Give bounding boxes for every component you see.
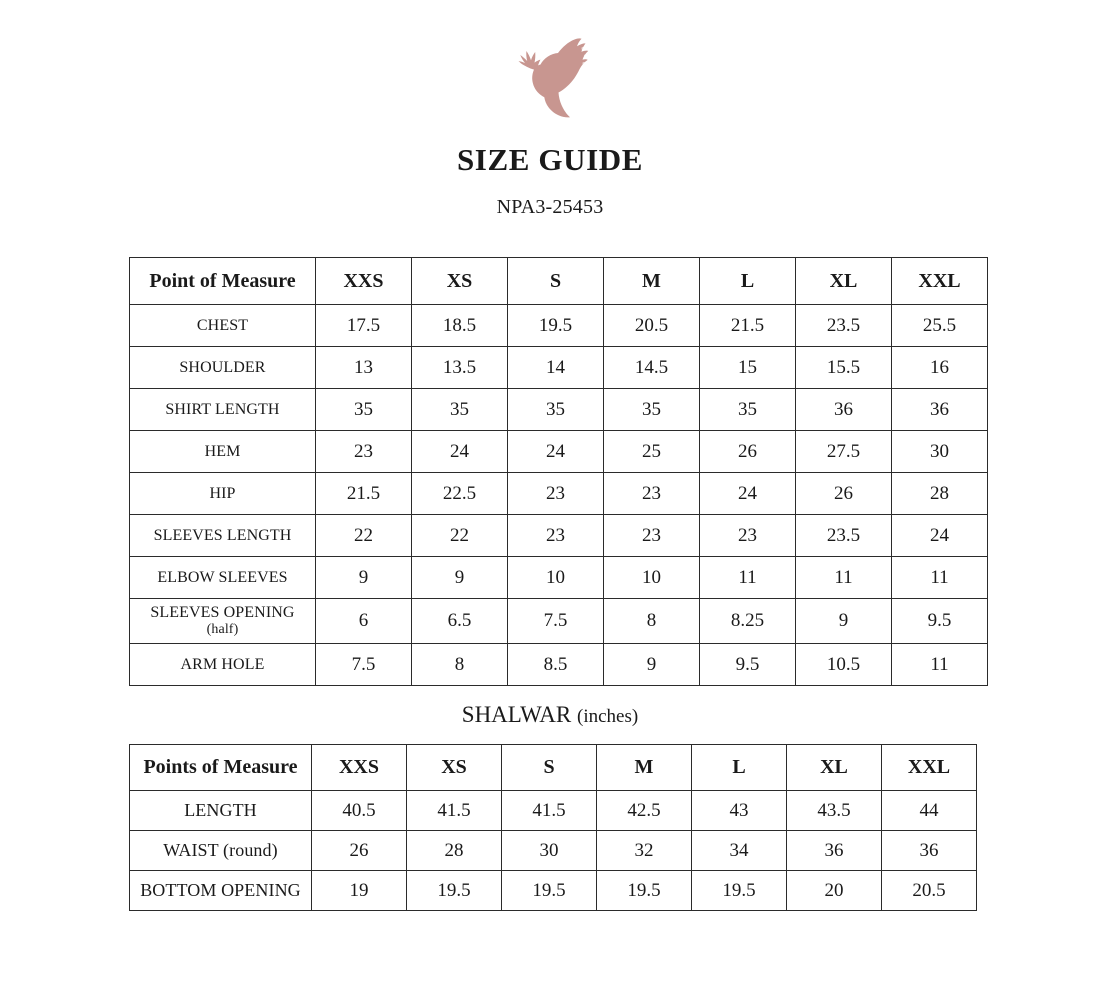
cell-value: 34 bbox=[692, 831, 787, 871]
column-header-point-of-measure: Point of Measure bbox=[130, 258, 316, 305]
table-row bbox=[130, 831, 977, 871]
cell-value: 15.5 bbox=[796, 347, 892, 389]
cell-value: 22 bbox=[316, 515, 412, 557]
cell-value: 13 bbox=[316, 347, 412, 389]
cell-value: 36 bbox=[882, 831, 977, 871]
row-label: HEM bbox=[130, 431, 316, 473]
row-label: SHIRT LENGTH bbox=[130, 389, 316, 431]
cell-value: 10 bbox=[508, 557, 604, 599]
cell-value: 21.5 bbox=[700, 305, 796, 347]
shalwar-size-table bbox=[129, 744, 977, 911]
row-label-sub: (half) bbox=[206, 622, 239, 638]
cell-value: 11 bbox=[892, 557, 988, 599]
cell-value: 9.5 bbox=[892, 599, 988, 644]
cell-value: 30 bbox=[502, 831, 597, 871]
cell-value: 11 bbox=[700, 557, 796, 599]
cell-value: 22 bbox=[412, 515, 508, 557]
cell-value: 36 bbox=[787, 831, 882, 871]
cell-value: 41.5 bbox=[502, 791, 597, 831]
cell-value: 9.5 bbox=[700, 644, 796, 686]
table-row bbox=[130, 557, 988, 599]
cell-value: 36 bbox=[796, 389, 892, 431]
row-label: HIP bbox=[130, 473, 316, 515]
table-row bbox=[130, 791, 977, 831]
cell-value: 22.5 bbox=[412, 473, 508, 515]
cell-value: 6.5 bbox=[412, 599, 508, 644]
cell-value: 32 bbox=[597, 831, 692, 871]
cell-value: 19.5 bbox=[502, 871, 597, 911]
cell-value: 43.5 bbox=[787, 791, 882, 831]
cell-value: 11 bbox=[892, 644, 988, 686]
row-label: SHOULDER bbox=[130, 347, 316, 389]
cell-value: 43 bbox=[692, 791, 787, 831]
row-label bbox=[130, 599, 316, 644]
column-header-s: S bbox=[508, 258, 604, 305]
cell-value: 20.5 bbox=[882, 871, 977, 911]
row-label: SLEEVES LENGTH bbox=[130, 515, 316, 557]
shirt-size-table bbox=[129, 257, 988, 686]
table-row bbox=[130, 644, 988, 686]
row-label: ARM HOLE bbox=[130, 644, 316, 686]
cell-value: 42.5 bbox=[597, 791, 692, 831]
cell-value: 8.25 bbox=[700, 599, 796, 644]
shalwar-section-heading bbox=[0, 702, 1100, 728]
shalwar-heading-main: SHALWAR bbox=[461, 702, 572, 727]
cell-value: 19 bbox=[312, 871, 407, 911]
column-header-xxl: XXL bbox=[892, 258, 988, 305]
cell-value: 25.5 bbox=[892, 305, 988, 347]
cell-value: 44 bbox=[882, 791, 977, 831]
cell-value: 23.5 bbox=[796, 515, 892, 557]
column-header-xs: XS bbox=[412, 258, 508, 305]
row-label: WAIST (round) bbox=[130, 831, 312, 871]
column-header-l: L bbox=[692, 745, 787, 791]
cell-value: 35 bbox=[604, 389, 700, 431]
cell-value: 35 bbox=[316, 389, 412, 431]
cell-value: 23 bbox=[604, 515, 700, 557]
table-row bbox=[130, 347, 988, 389]
cell-value: 9 bbox=[316, 557, 412, 599]
column-header-m: M bbox=[597, 745, 692, 791]
cell-value: 26 bbox=[700, 431, 796, 473]
dove-with-olive-branch-icon bbox=[504, 28, 596, 120]
row-label: LENGTH bbox=[130, 791, 312, 831]
cell-value: 19.5 bbox=[508, 305, 604, 347]
cell-value: 28 bbox=[407, 831, 502, 871]
cell-value: 35 bbox=[508, 389, 604, 431]
column-header-xl: XL bbox=[796, 258, 892, 305]
cell-value: 23.5 bbox=[796, 305, 892, 347]
cell-value: 8.5 bbox=[508, 644, 604, 686]
table-row bbox=[130, 599, 988, 644]
cell-value: 8 bbox=[604, 599, 700, 644]
row-label: ELBOW SLEEVES bbox=[130, 557, 316, 599]
cell-value: 26 bbox=[796, 473, 892, 515]
cell-value: 19.5 bbox=[692, 871, 787, 911]
table-row bbox=[130, 871, 977, 911]
cell-value: 26 bbox=[312, 831, 407, 871]
column-header-points-of-measure: Points of Measure bbox=[130, 745, 312, 791]
column-header-xxs: XXS bbox=[312, 745, 407, 791]
cell-value: 9 bbox=[412, 557, 508, 599]
column-header-xxs: XXS bbox=[316, 258, 412, 305]
cell-value: 35 bbox=[412, 389, 508, 431]
row-label-main: SLEEVES OPENING bbox=[150, 604, 295, 622]
column-header-xxl: XXL bbox=[882, 745, 977, 791]
cell-value: 15 bbox=[700, 347, 796, 389]
cell-value: 14.5 bbox=[604, 347, 700, 389]
table-header-row bbox=[130, 745, 977, 791]
cell-value: 7.5 bbox=[316, 644, 412, 686]
row-label: CHEST bbox=[130, 305, 316, 347]
cell-value: 24 bbox=[508, 431, 604, 473]
cell-value: 41.5 bbox=[407, 791, 502, 831]
cell-value: 20 bbox=[787, 871, 882, 911]
cell-value: 23 bbox=[604, 473, 700, 515]
cell-value: 36 bbox=[892, 389, 988, 431]
column-header-s: S bbox=[502, 745, 597, 791]
cell-value: 9 bbox=[796, 599, 892, 644]
cell-value: 23 bbox=[508, 473, 604, 515]
brand-logo bbox=[0, 28, 1100, 124]
column-header-m: M bbox=[604, 258, 700, 305]
cell-value: 30 bbox=[892, 431, 988, 473]
cell-value: 10.5 bbox=[796, 644, 892, 686]
cell-value: 8 bbox=[412, 644, 508, 686]
cell-value: 13.5 bbox=[412, 347, 508, 389]
table-row bbox=[130, 473, 988, 515]
column-header-xl: XL bbox=[787, 745, 882, 791]
cell-value: 18.5 bbox=[412, 305, 508, 347]
cell-value: 35 bbox=[700, 389, 796, 431]
cell-value: 21.5 bbox=[316, 473, 412, 515]
cell-value: 24 bbox=[412, 431, 508, 473]
table-row bbox=[130, 305, 988, 347]
cell-value: 16 bbox=[892, 347, 988, 389]
table-row bbox=[130, 515, 988, 557]
cell-value: 17.5 bbox=[316, 305, 412, 347]
cell-value: 40.5 bbox=[312, 791, 407, 831]
cell-value: 6 bbox=[316, 599, 412, 644]
cell-value: 14 bbox=[508, 347, 604, 389]
cell-value: 25 bbox=[604, 431, 700, 473]
column-header-l: L bbox=[700, 258, 796, 305]
table-row bbox=[130, 431, 988, 473]
cell-value: 10 bbox=[604, 557, 700, 599]
cell-value: 23 bbox=[316, 431, 412, 473]
cell-value: 23 bbox=[508, 515, 604, 557]
cell-value: 11 bbox=[796, 557, 892, 599]
column-header-xs: XS bbox=[407, 745, 502, 791]
cell-value: 27.5 bbox=[796, 431, 892, 473]
cell-value: 24 bbox=[892, 515, 988, 557]
cell-value: 7.5 bbox=[508, 599, 604, 644]
table-row bbox=[130, 389, 988, 431]
cell-value: 9 bbox=[604, 644, 700, 686]
row-label: BOTTOM OPENING bbox=[130, 871, 312, 911]
shalwar-heading-unit: (inches) bbox=[577, 706, 639, 727]
cell-value: 23 bbox=[700, 515, 796, 557]
table-header-row bbox=[130, 258, 988, 305]
cell-value: 20.5 bbox=[604, 305, 700, 347]
product-code: NPA3-25453 bbox=[496, 196, 604, 218]
cell-value: 19.5 bbox=[407, 871, 502, 911]
cell-value: 24 bbox=[700, 473, 796, 515]
cell-value: 28 bbox=[892, 473, 988, 515]
page-title: SIZE GUIDE bbox=[456, 142, 644, 177]
cell-value: 19.5 bbox=[597, 871, 692, 911]
